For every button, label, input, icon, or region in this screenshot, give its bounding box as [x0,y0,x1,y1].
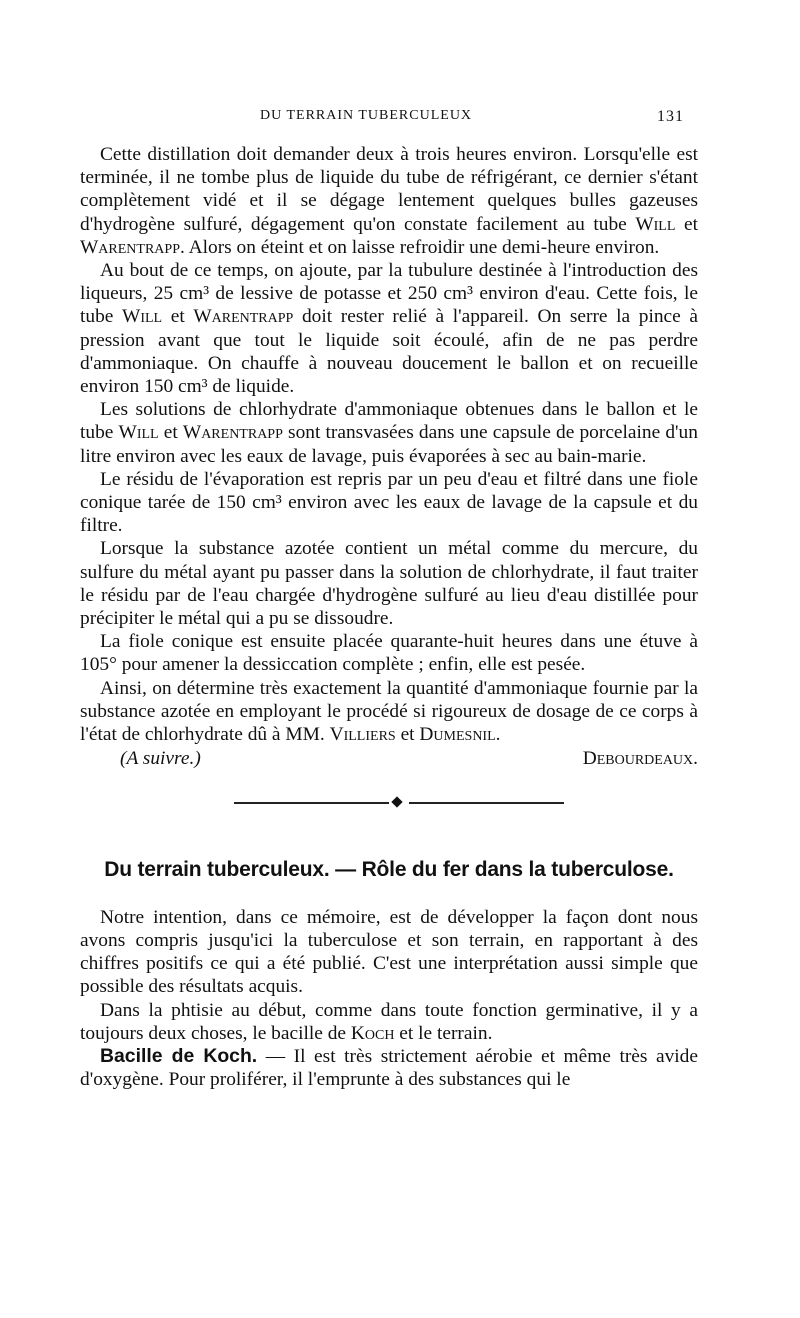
name-will: Will [118,422,159,444]
name-warentrapp: Warentrapp [80,236,180,258]
text: Ainsi, on détermine très exactement la quantité d'ammoniaque fournie par la substance azotée en employant le procédé si rigoureux de dosage de ce corps à l'état de chlorhydrate dû à MM. [80,677,698,746]
divider-line [234,802,389,804]
paragraph: Notre intention, dans ce mémoire, est de développer la façon dont nous avons compris jusqu'ici la tuberculose et son terrain, en rapportant à des chiffres positifs ce qui a été publié. C'est une interprétation aussi simple que possible des résultats acquis. [80,906,698,998]
paragraph [80,259,698,398]
page-number: 131 [657,108,684,125]
text: doit rester relié à l'appareil. On serre la pince à pression avant que tout le liquide soit écoulé, afin de ne pas perdre d'ammoniaque. On chauffe à nouveau doucement le ballon et on recueille environ 150 cm³ de liquide. [80,306,698,398]
name-warentrapp: Warentrapp [193,306,294,328]
a-suivre: (A suivre.) [120,748,201,770]
text: . Alors on éteint et on laisse refroidir une demi-heure environ. [180,236,660,258]
text: et [400,724,415,746]
name-will: Will [122,306,163,328]
name-villiers: Villiers [329,724,396,746]
section-heading-bacille: Bacille de Koch. [100,1044,258,1067]
text: et [683,213,698,235]
paragraph: Lorsque la substance azotée contient un métal comme du mercure, du sulfure du métal ayant pu passer dans la solution de chlorhydrate, il faut traiter le résidu par de l'eau chargée d'hydrogène sulfuré au lieu d'eau distillée pour précipiter le métal qui a pu se dissoudre. [80,538,698,630]
text: et [170,306,185,328]
running-title: DU TERRAIN TUBERCULEUX [260,108,473,123]
diamond-ornament-icon [391,797,402,808]
paragraph [80,1045,698,1091]
text: sont transvasées dans une capsule de porcelaine d'un litre environ avec les eaux de lavage, puis évaporées à sec au bain-marie. [80,422,698,467]
text: Dans la phtisie au début, comme dans toute fonction germinative, il y a toujours deux choses, le bacille de [80,999,698,1044]
page-body [80,143,698,1091]
article-title: Du terrain tuberculeux. — Rôle du fer dans la tuberculose. [104,858,674,882]
name-dumesnil: Dumesnil [419,724,496,746]
divider-line [409,802,564,804]
paragraph [80,143,698,259]
signoff [80,747,698,770]
paragraph: La fiole conique est ensuite placée quarante-huit heures dans une étuve à 105° pour amener la dessiccation complète ; enfin, elle est pesée. [80,631,698,676]
paragraph: Le résidu de l'évaporation est repris par un peu d'eau et filtré dans une fiole conique tarée de 150 cm³ environ avec les eaux de lavage de la capsule et du filtre. [80,468,698,537]
text: et le terrain. [399,1022,493,1044]
text: . [495,724,501,746]
name-koch: Koch [350,1022,395,1044]
text: — Il est très strictement aérobie et même très avide d'oxygène. Pour proliférer, il l'emprunte à des substances qui le [80,1045,698,1091]
paragraph [80,398,698,468]
paragraph [80,677,698,747]
name-warentrapp: Warentrapp [182,422,283,444]
section-divider [234,798,564,808]
text: Les solutions de chlorhydrate d'ammoniaque obtenues dans le ballon et le tube [80,399,698,444]
name-will: Will [635,213,676,235]
text: Au bout de ce temps, on ajoute, par la tubulure destinée à l'introduction des liqueurs, 25 cm³ de lessive de potasse et 250 cm³ environ d'eau. Cette fois, le tube [80,260,698,328]
author-signature: Debourdeaux. [582,748,698,770]
paragraph [80,999,698,1045]
text: et [163,422,178,444]
text: Cette distillation doit demander deux à trois heures environ. Lorsqu'elle est terminée, il ne tombe plus de liquide du tube de réfrigérant, ce dernier s'étant complètement vidé et il se dégage lentement quelques bulles gazeuses d'hydrogène sulfuré, dégagement qu'on constate facilement au tube [80,144,698,235]
